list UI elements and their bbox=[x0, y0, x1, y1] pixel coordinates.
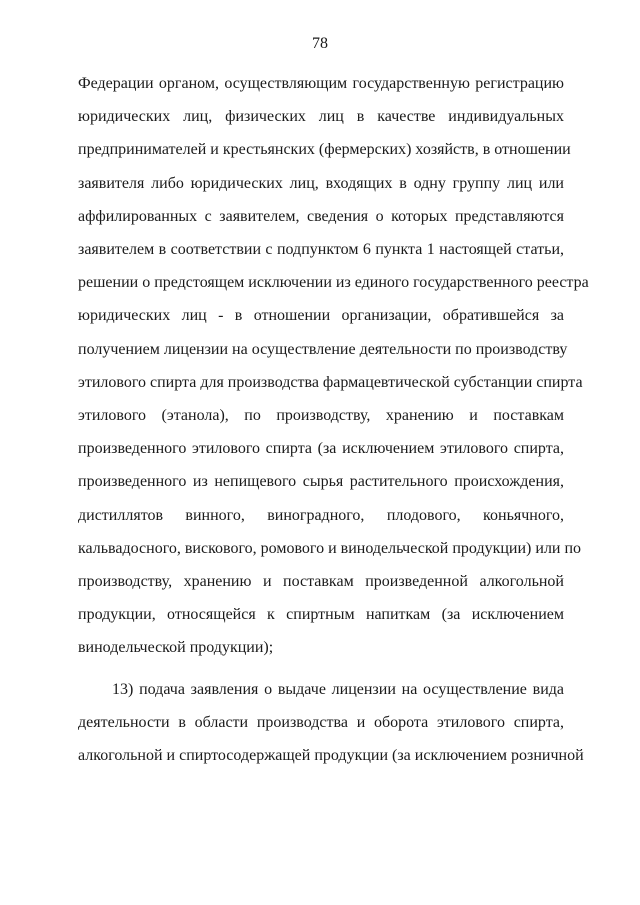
text-line: продукции, относящейся к спиртным напиткам (за исключением bbox=[78, 606, 564, 624]
paragraph-1 bbox=[78, 67, 589, 665]
text-line: заявителя либо юридических лиц, входящих в одну группу лиц или bbox=[78, 174, 564, 192]
text-line: получением лицензии на осуществление деятельности по производству bbox=[78, 340, 568, 358]
text-line: заявителем в соответствии с подпунктом 6 пункта 1 настоящей статьи, bbox=[78, 241, 564, 259]
text-line: юридических лиц - в отношении организации, обратившейся за bbox=[78, 307, 564, 325]
text-line: производству, хранению и поставкам произведенной алкогольной bbox=[78, 573, 564, 591]
text-line: алкогольной и спиртосодержащей продукции (за исключением розничной bbox=[78, 747, 584, 765]
text-line: деятельности в области производства и оборота этилового спирта, bbox=[78, 713, 564, 731]
text-line: дистиллятов винного, виноградного, плодового, коньячного, bbox=[78, 506, 564, 524]
text-line: произведенного из непищевого сырья растительного происхождения, bbox=[78, 473, 564, 491]
text-line: 13) подача заявления о выдаче лицензии на осуществление вида bbox=[112, 680, 564, 698]
text-line: произведенного этилового спирта (за исключением этилового спирта, bbox=[78, 440, 564, 458]
text-line: кальвадосного, вискового, ромового и винодельческой продукции) или по bbox=[78, 539, 582, 557]
paragraph-2 bbox=[78, 673, 584, 773]
text-line: аффилированных с заявителем, сведения о которых представляются bbox=[78, 207, 564, 225]
paragraph-gap bbox=[78, 665, 564, 673]
text-line: Федерации органом, осуществляющим государственную регистрацию bbox=[78, 75, 564, 92]
text-line: предпринимателей и крестьянских (фермерских) хозяйств, в отношении bbox=[78, 141, 571, 159]
text-line: решении о предстоящем исключении из единого государственного реестра bbox=[78, 274, 589, 292]
text-line: этилового (этанола), по производству, хранению и поставкам bbox=[78, 407, 564, 425]
text-line: юридических лиц, физических лиц в качестве индивидуальных bbox=[78, 108, 564, 126]
document-body bbox=[78, 67, 589, 772]
text-line: этилового спирта для производства фармацевтической субстанции спирта bbox=[78, 373, 583, 391]
text-line: винодельческой продукции); bbox=[78, 639, 274, 657]
page-number: 78 bbox=[312, 35, 328, 52]
